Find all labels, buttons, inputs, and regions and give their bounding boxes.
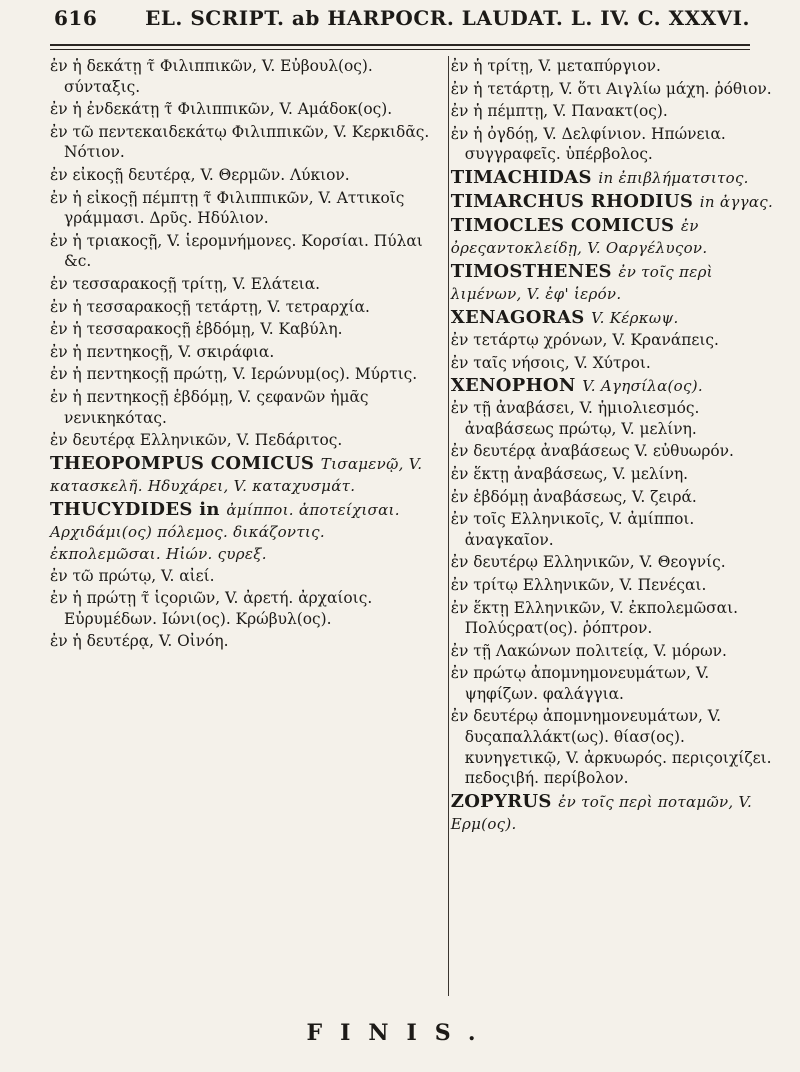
author-name: THEOPOMPUS COMICUS — [50, 452, 315, 474]
index-entry: ἐν ἕκτῃ Ελληνικῶν, V. ἐκπολεμῶσαι. Πολύςρατ(ος). ῥόπτρον. — [450, 598, 739, 638]
index-entry: ἐν δευτέρῳ Ελληνικῶν, V. Θεογνίς. — [450, 553, 726, 572]
author-heading — [50, 453, 437, 497]
author-entry-text: ἐν ὀρεςαντοκλείδῃ, V. Οαργέλυςον. — [450, 216, 708, 257]
index-entry: ἐν εἰκοςῇ δευτέρᾳ, V. Θερμῶν. Λύκιον. — [50, 165, 350, 184]
author-name: TIMACHIDAS — [450, 166, 592, 188]
index-entry: ἐν ἡ πρώτῃ τ̃ ἱςοριῶν, V. ἀρετή. ἀρχαίοις. Εὐρυμέδων. Ιώνι(ος). Κρώβυλ(ος). — [50, 589, 373, 628]
page-number: 616 — [54, 6, 98, 30]
author-entry-text: V. Αγησίλα(ος). — [582, 377, 703, 396]
author-name: TIMOSTHENES — [450, 260, 612, 282]
index-entry: ἐν δευτέρᾳ Ελληνικῶν, V. Πεδάριτος. — [50, 431, 343, 450]
author-heading — [451, 261, 778, 305]
author-heading — [451, 167, 778, 189]
right-column — [451, 56, 778, 1016]
index-entry: ἐν ταῖς νήσοις, V. Χύτροι. — [450, 353, 651, 372]
running-header — [50, 6, 778, 44]
index-entry: ἐν ἡ πέμπτῃ, V. Πανακτ(ος). — [450, 102, 668, 121]
finis-mark: FINIS. — [306, 1020, 494, 1046]
author-entry-text: ἐν τοῖς περὶ ποταμῶν, V. Ερμ(ος). — [450, 792, 753, 833]
author-heading — [451, 215, 778, 259]
index-entry: ἐν ἡ πεντηκοςῇ πρώτῃ, V. Ιερώνυμ(ος). Μύρτις. — [50, 365, 418, 384]
column-divider — [448, 56, 449, 996]
index-entry: ἐν ἑβδόμῃ ἀναβάσεως, V. ζειρά. — [450, 487, 697, 506]
index-entry: ἐν πρώτῳ ἀπομνημονευμάτων, V. ψηφίζων. φαλάγγια. — [450, 664, 710, 703]
author-name: XENAGORAS — [450, 306, 585, 328]
author-entry-text: ἀμίπποι. ἀποτείχισαι. Αρχιδάμι(ος) πόλεμος. δικάζοντις. ἐκπολεμῶσαι. Ηἰών. ςυρεξ. — [50, 500, 400, 563]
two-column-index — [50, 56, 778, 1016]
author-heading — [50, 499, 437, 565]
author-name: TIMARCHUS RHODIUS — [450, 190, 694, 212]
author-heading — [451, 375, 778, 397]
index-entry: ἐν ἕκτῃ ἀναβάσεως, V. μελίνη. — [450, 464, 689, 483]
author-name: TIMOCLES COMICUS — [450, 214, 675, 236]
author-heading — [451, 191, 778, 213]
index-entry: ἐν τεσσαρακοςῇ τρίτῃ, V. Ελάτεια. — [50, 274, 320, 293]
author-entry-text: ἐν τοῖς περὶ λιμένων, V. ἐφ' ἱερόν. — [450, 262, 713, 303]
index-entry: ἐν ἡ τεσσαρακοςῇ ἑβδόμῃ, V. Καβύλη. — [50, 320, 343, 339]
index-entry: ἐν τῶ πεντεκαιδεκάτῳ Φιλιππικῶν, V. Κερκιδᾶς. Νότιον. — [50, 122, 430, 162]
author-name: ZOPYRUS — [450, 790, 552, 812]
index-entry: ἐν ἡ τετάρτῃ, V. ὅτι Αιγλίω μάχη. ῥόθιον. — [450, 79, 772, 98]
author-entry-text: in ἐπιβλήματσιτος. — [598, 168, 749, 187]
index-entry: ἐν τετάρτῳ χρόνων, V. Κρανάπεις. — [450, 330, 719, 349]
index-entry: ἐν ἡ τριακοςῇ, V. ἱερομνήμονες. Κορσίαι. Πύλαι &c. — [50, 231, 423, 271]
author-entry-text: Τισαμενῷ, V. κατασκελῆ. Ηδυχάρει, V. καταχυσμάτ. — [50, 454, 423, 495]
index-entry: ἐν ἡ δεκάτῃ τ̃ Φιλιππικῶν, V. Εὐβουλ(ος). σύνταξις. — [50, 57, 373, 96]
index-entry: ἐν ἡ πεντηκοςῇ ἑβδόμῃ, V. ςεφανῶν ἡμᾶς νενικηκότας. — [50, 387, 369, 427]
author-entry-text: in ἀγγας. — [699, 192, 774, 211]
left-column — [50, 56, 437, 1016]
index-entry: ἐν ἡ εἰκοςῇ πέμπτῃ τ̃ Φιλιππικῶν, V. Αττικοῖς γράμμασι. Δρῦς. Ηδύλιον. — [50, 188, 405, 228]
index-entry: ἐν ἡ πεντηκοςῇ, V. σκιράφια. — [50, 342, 275, 361]
index-entry: ἐν ἡ ὀγδόῃ, V. Δελφίνιον. Ηπώνεια. συγγραφεῖς. ὑπέρβολος. — [450, 124, 726, 164]
index-entry: ἐν ἡ δευτέρᾳ, V. Οἰνόη. — [50, 632, 229, 651]
index-entry: ἐν τῇ ἀναβάσει, V. ἡμιολιεσμός. ἀναβάσεως πρώτῳ, V. μελίνη. — [450, 399, 700, 438]
header-rule — [50, 44, 750, 50]
author-heading — [451, 307, 778, 329]
index-entry: ἐν δευτέρῳ ἀπομνημονευμάτων, V. δυςαπαλλάκτ(ως). θίασ(ος). κυνηγετικῷ, V. ἀρκυωρός. περιςοιχίζει. πεδοςιβή. περίβολον. — [450, 707, 772, 788]
index-entry: ἐν ἡ τρίτῃ, V. μεταπύργιον. — [450, 57, 661, 75]
index-entry: ἐν τῶ πρώτῳ, V. αἰεί. — [50, 566, 215, 585]
author-entry-text: V. Κέρκωψ. — [591, 308, 679, 327]
index-entry: ἐν τρίτῳ Ελληνικῶν, V. Πενέςαι. — [450, 575, 707, 594]
running-title: EL. SCRIPT. ab HARPOCR. LAUDAT. L. IV. C. XXXVI. — [145, 6, 750, 30]
index-entry: ἐν τοῖς Ελληνικοῖς, V. ἀμίπποι. ἀναγκαῖον. — [450, 510, 695, 549]
index-entry: ἐν ἡ ἐνδεκάτῃ τ̃ Φιλιππικῶν, V. Αμάδοκ(ος). — [50, 100, 393, 119]
index-entry: ἐν τῇ Λακώνων πολιτείᾳ, V. μόρων. — [450, 641, 727, 660]
index-entry: ἐν δευτέρᾳ ἀναβάσεως V. εὐθυωρόν. — [450, 442, 734, 461]
author-name: THUCYDIDES in — [50, 498, 220, 520]
author-name: XENOPHON — [450, 375, 576, 397]
index-entry: ἐν ἡ τεσσαρακοςῇ τετάρτῃ, V. τετραρχία. — [50, 297, 370, 316]
author-heading — [451, 791, 778, 835]
